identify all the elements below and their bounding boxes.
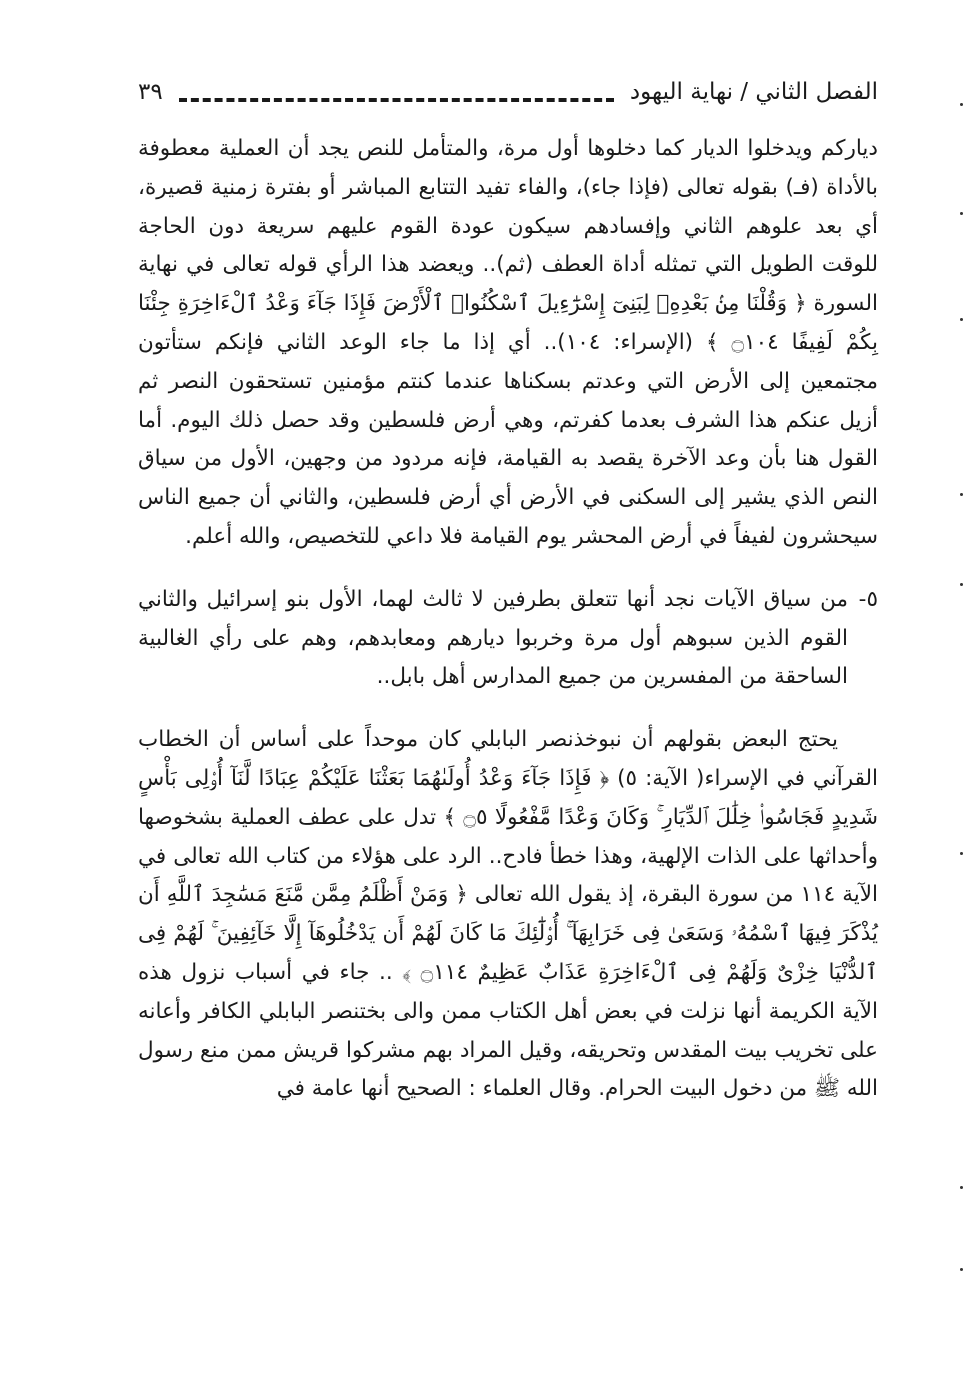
- paragraph-3: يحتج البعض بقولهم أن نبوخذنصر البابلي كان موحداً على أساس أن الخطاب القرآني في الإسراء( الآية: ٥) ﴿ فَإِذَا جَآءَ وَعْدُ أُولَىٰهُمَا بَعَثْنَا عَلَيْكُمْ عِبَادًا لَّنَآ أُو۟لِى بَأْسٍ شَدِيدٍ فَجَاسُوا۟ خِلَٰلَ ٱلدِّيَارِ ۚ وَكَانَ وَعْدًا مَّفْعُولًا ۝٥ ﴾ تدل على عطف العملية بشخوصها وأحداثها على الذات الإلهية، وهذا خطأ فادح.. الرد على هؤلاء من كتاب الله تعالى في الآية ١١٤ من سورة البقرة، إذ يقول الله تعالى ﴿ وَمَنْ أَظْلَمُ مِمَّن مَّنَعَ مَسَٰجِدَ ٱللَّهِ أَن يُذْكَرَ فِيهَا ٱسْمُهُۥ وَسَعَىٰ فِى خَرَابِهَآ ۚ أُو۟لَٰٓئِكَ مَا كَانَ لَهُمْ أَن يَدْخُلُوهَآ إِلَّا خَآئِفِينَ ۚ لَهُمْ فِى ٱلدُّنْيَا خِزْىٌ وَلَهُمْ فِى ٱلْءَاخِرَةِ عَذَابٌ عَظِيمٌ ۝١١٤ ﴾ .. جاء في أسباب نزول هذه الآية الكريمة أنها نزلت في بعض أهل الكتاب ممن والى بختنصر البابلي الكافر وأعانه على تخريب بيت المقدس وتحريقه، وقيل المراد بهم مشركوا قريش ممن منع رسول الله ﷺ من دخول البيت الحرام. وقال العلماء : الصحيح أنها عامة في: [138, 727, 879, 1102]
- paragraph-1: دياركم ويدخلوا الديار كما دخلوها أول مرة، والمتأمل للنص يجد أن العملية معطوفة بالأداة (فـ) بقوله تعالى (فإذا جاء)، والفاء تفيد التتابع المباشر أو بفترة زمنية قصيرة، أي بعد علوهم الثاني وإفسادهم سيكون عودة القوم عليهم سريعة دون الحاجة للوقت الطويل التي تمثله أداة العطف (ثم).. ويعضد هذا الرأي قوله تعالى في نهاية السورة ﴿ وَقُلْنَا مِنۢ بَعْدِهِۦ لِبَنِىٓ إِسْرَٰٓءِيلَ ٱسْكُنُوا۟ ٱلْأَرْضَ فَإِذَا جَآءَ وَعْدُ ٱلْءَاخِرَةِ جِئْنَا بِكُمْ لَفِيفًا ۝١٠٤ ﴾ (الإسراء: ١٠٤).. أي إذا ما جاء الوعد الثاني فإنكم ستأتون مجتمعين إلى الأرض التي وعدتم بسكناها عندما كنتم مؤمنين تستحقون النصر ثم أزيل عنكم هذا الشرف بعدما كفرتم، وهي أرض فلسطين وقد حصل ذلك اليوم. أما القول هنا بأن وعد الآخرة يقصد به القيامة، فإنه مردود من وجهين، الأول من سياق النص الذي يشير إلى السكنى في الأرض أي أرض فلسطين، والثاني أن جميع الناس سيحشرون لفيفاً في أرض المحشر يوم القيامة فلا داعي للتخصيص، والله أعلم.: [138, 136, 878, 549]
- point-number: ٥-: [858, 586, 878, 612]
- header-dashed-rule: [179, 98, 614, 102]
- scan-margin-mark: [960, 318, 963, 321]
- scan-margin-mark: [960, 852, 963, 855]
- chapter-title: الفصل الثاني / نهاية اليهود: [629, 79, 878, 105]
- scan-margin-mark: [960, 493, 963, 496]
- scan-margin-mark: [960, 583, 963, 586]
- page-number: ٣٩: [138, 79, 163, 105]
- scan-margin-mark: [960, 1186, 963, 1189]
- scan-margin-mark: [960, 212, 963, 215]
- scan-margin-mark: [960, 1268, 963, 1271]
- paragraph-2: من سياق الآيات نجد أنها تتعلق بطرفين لا ثالث لهما، الأول بنو إسرائيل والثاني القوم الذين سبوهم أول مرة وخربوا ديارهم ومعابدهم، وهم على رأي الغالبية الساحقة من المفسرين من جميع المدارس أهل بابل..: [138, 586, 848, 690]
- numbered-point-5: [138, 581, 878, 697]
- scan-margin-mark: [960, 103, 963, 106]
- page-header: [138, 72, 878, 112]
- body-text: [138, 130, 878, 1109]
